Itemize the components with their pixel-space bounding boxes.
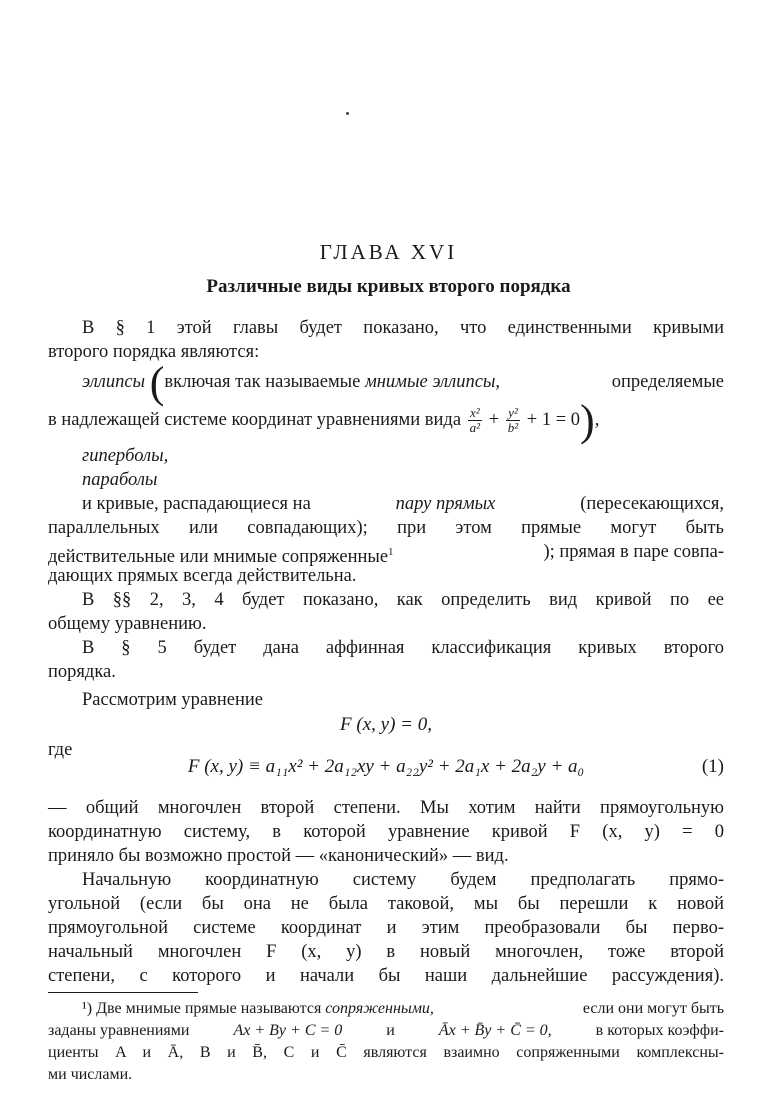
- footnote-line-1: [48, 998, 724, 1020]
- initial-line-4: начальный многочлен F (x, y) в новый многочлен, тоже второй: [48, 942, 724, 962]
- footnote-line-2-a: заданы уравнениями: [48, 1022, 190, 1039]
- footnote-line-4: ми числами.: [48, 1066, 133, 1083]
- fraction-x-over-a: $\frac{\text{x²}}{\text{a²}}$: [469, 405, 481, 435]
- imaginary-ellipses-term: мнимые эллипсы,: [364, 372, 501, 392]
- pair-of-lines-term: пару прямых: [395, 494, 496, 514]
- intro-line-2: второго порядка являются:: [48, 342, 260, 362]
- ellipse-line-2: в надлежащей системе координат уравнениями вида $\frac{\text{x²}}{\text{a²}}$ + $\frac{\text{y²}}{\text{b²}}$ + 1 = 0),: [48, 395, 600, 445]
- ellipse-eq-tail: + 1 = 0: [526, 409, 581, 430]
- initial-line-3: прямоугольной системе координат и этим преобразовали бы перво-: [48, 918, 724, 938]
- hyperbolas-item: гиперболы,: [82, 446, 169, 466]
- para-5-line-1: В § 5 будет дана аффинная классификация кривых второго: [82, 638, 724, 658]
- ellipse-text-a: включая так называемые: [164, 372, 361, 392]
- stray-dot: [346, 112, 349, 115]
- consider-line: Рассмотрим уравнение: [82, 690, 263, 710]
- footnote-and: и: [386, 1022, 395, 1039]
- chapter-title: Различные виды кривых второго порядка: [206, 276, 571, 297]
- ellipse-comma: ,: [594, 409, 600, 430]
- where-label: где: [48, 740, 73, 760]
- footnote-line-3: циенты A и Ā, B и B̄, C и C̄ являются взаимно сопряженными комплексны-: [48, 1044, 724, 1061]
- ellipse-term: эллипсы: [82, 372, 146, 392]
- curves-line-1-a: и кривые, распадающиеся на: [82, 494, 311, 514]
- curves-line-4: дающих прямых всегда действительна.: [48, 566, 357, 586]
- equation-main: F (x, y) = 0,: [340, 714, 432, 735]
- footnote-line-1-a: Две мнимые прямые называются: [96, 1000, 322, 1017]
- intro-line-1: В § 1 этой главы будет показано, что единственными кривыми: [82, 318, 724, 338]
- conjugate-term: сопряженными,: [325, 1000, 434, 1017]
- ellipse-line-2-text: в надлежащей системе координат уравнениями вида: [48, 409, 462, 430]
- general-line-1: — общий многочлен второй степени. Мы хотим найти прямоугольную: [48, 798, 724, 818]
- equation-poly-text: F (x, y) ≡ a₁₁x² + 2a₁₂xy + a₂₂y² + 2a₁x + 2a₂y + a₀: [187, 756, 585, 777]
- parabolas-item: параболы: [82, 470, 158, 490]
- footnote-eq-2: Āx + B̄y + C̄ = 0,: [438, 1022, 552, 1039]
- para-234-line-2: общему уравнению.: [48, 614, 207, 634]
- ellipse-text-b: определяемые: [611, 372, 724, 392]
- footnote-mark: ¹): [82, 1000, 93, 1017]
- footnote-ref: 1: [388, 546, 394, 558]
- footnote-line-2-b: в которых коэффи-: [595, 1022, 724, 1039]
- chapter-number: ГЛАВА XVI: [319, 240, 458, 264]
- ellipse-line-1: эллипсы (включая так называемые мнимые эллипсы, определяемые: [82, 358, 724, 407]
- equation-number: (1): [701, 756, 724, 777]
- footnote-line-2: [48, 1020, 724, 1042]
- curves-line-3-b: ); прямая в паре совпа-: [543, 542, 724, 562]
- initial-line-2: угольной (если бы она не была таковой, мы бы перешли к новой: [48, 894, 724, 914]
- curves-line-2: параллельных или совпадающих); при этом прямые могут быть: [48, 518, 724, 538]
- curves-line-3-a: действительные или мнимые сопряженные: [48, 547, 389, 568]
- footnote-rule: [48, 992, 198, 993]
- curves-line-1: [48, 492, 724, 516]
- para-234-line-1: В §§ 2, 3, 4 будет показано, как определить вид кривой по ее: [82, 590, 724, 610]
- para-5-line-2: порядка.: [48, 662, 116, 682]
- equation-polynomial: [48, 754, 724, 780]
- fraction-y-over-b: $\frac{\text{y²}}{\text{b²}}$: [507, 405, 519, 435]
- footnote-eq-1: Ax + By + C = 0: [233, 1022, 343, 1039]
- initial-line-1: Начальную координатную систему будем предполагать прямо-: [82, 870, 724, 890]
- general-line-2: координатную систему, в которой уравнение кривой F (x, y) = 0: [48, 822, 724, 842]
- curves-line-1-b: (пересекающихся,: [580, 494, 724, 514]
- initial-line-5: степени, с которого и начали бы наши дальнейшие рассуждения).: [48, 966, 724, 986]
- general-line-3: приняло бы возможно простой — «канонический» — вид.: [48, 846, 509, 866]
- footnote-line-1-b: если они могут быть: [582, 1000, 724, 1017]
